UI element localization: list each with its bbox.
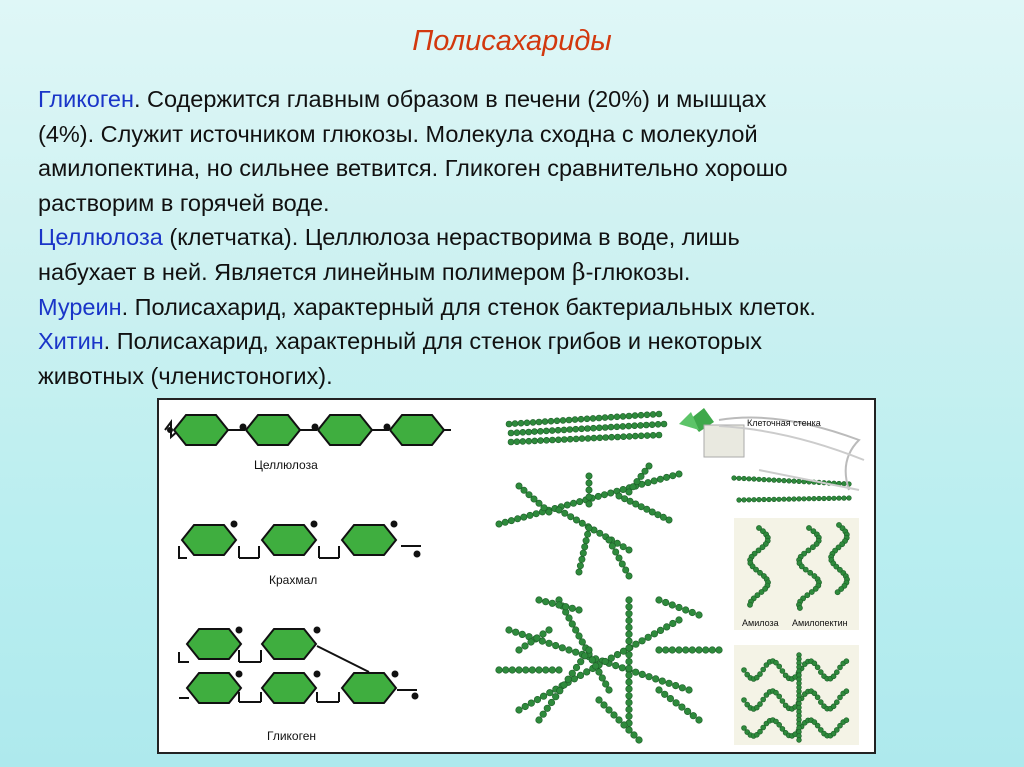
label-cellulose: Целлюлоза [254,458,318,472]
label-glycogen: Гликоген [267,729,317,743]
term-murein: Муреин [38,293,122,320]
chitin-line-1: . Полисахарид, характерный для стенок грибов и некоторых [103,328,763,355]
label-amylose: Амилоза [742,618,779,628]
cell-wall-panel [679,408,864,490]
glycogen-line-3: амилопектина, но сильнее ветвится. Гликоген сравнительно хорошо [38,155,788,182]
paragraph-cellulose [38,220,988,289]
term-cellulose: Целлюлоза [38,224,163,251]
figure-canvas [159,400,874,752]
slide-title: Полисахариды [412,25,612,57]
chitin-line-2: животных (членистоногих). [38,362,333,389]
term-glycogen: Гликоген [38,86,134,112]
cellulose-line-1: (клетчатка). Целлюлоза нерастворима в воде, лишь [162,224,740,251]
starch-chain [179,521,421,559]
term-chitin: Хитин [38,328,104,355]
label-cell-wall: Клеточная стенка [747,418,821,428]
beta-symbol: β [572,257,586,286]
cellulose-chain [165,415,451,445]
murein-text: . Полисахарид, характерный для стенок бактериальных клеток. [121,293,816,320]
label-starch: Крахмал [269,573,318,587]
paragraph-murein [38,290,988,325]
glycogen-branch [179,627,419,704]
paragraph-chitin [38,324,988,393]
text-block [38,82,988,393]
amylose-panel [734,518,859,630]
glycogen-line-1: . Содержится главным образом в печени (20%) и мышцах [133,86,767,112]
cellulose-line-2b: -глюкозы. [585,258,691,285]
paragraph-glycogen [38,82,988,220]
glycogen-line-4: растворим в горячей воде. [38,189,330,216]
label-amylopectin: Амилопектин [792,618,848,628]
polysaccharide-figure [157,398,876,754]
glycogen-line-2: (4%). Служит источником глюкозы. Молекула сходна с молекулой [38,120,758,147]
cellulose-line-2a: набухает в ней. Является линейным полимером [38,258,573,285]
